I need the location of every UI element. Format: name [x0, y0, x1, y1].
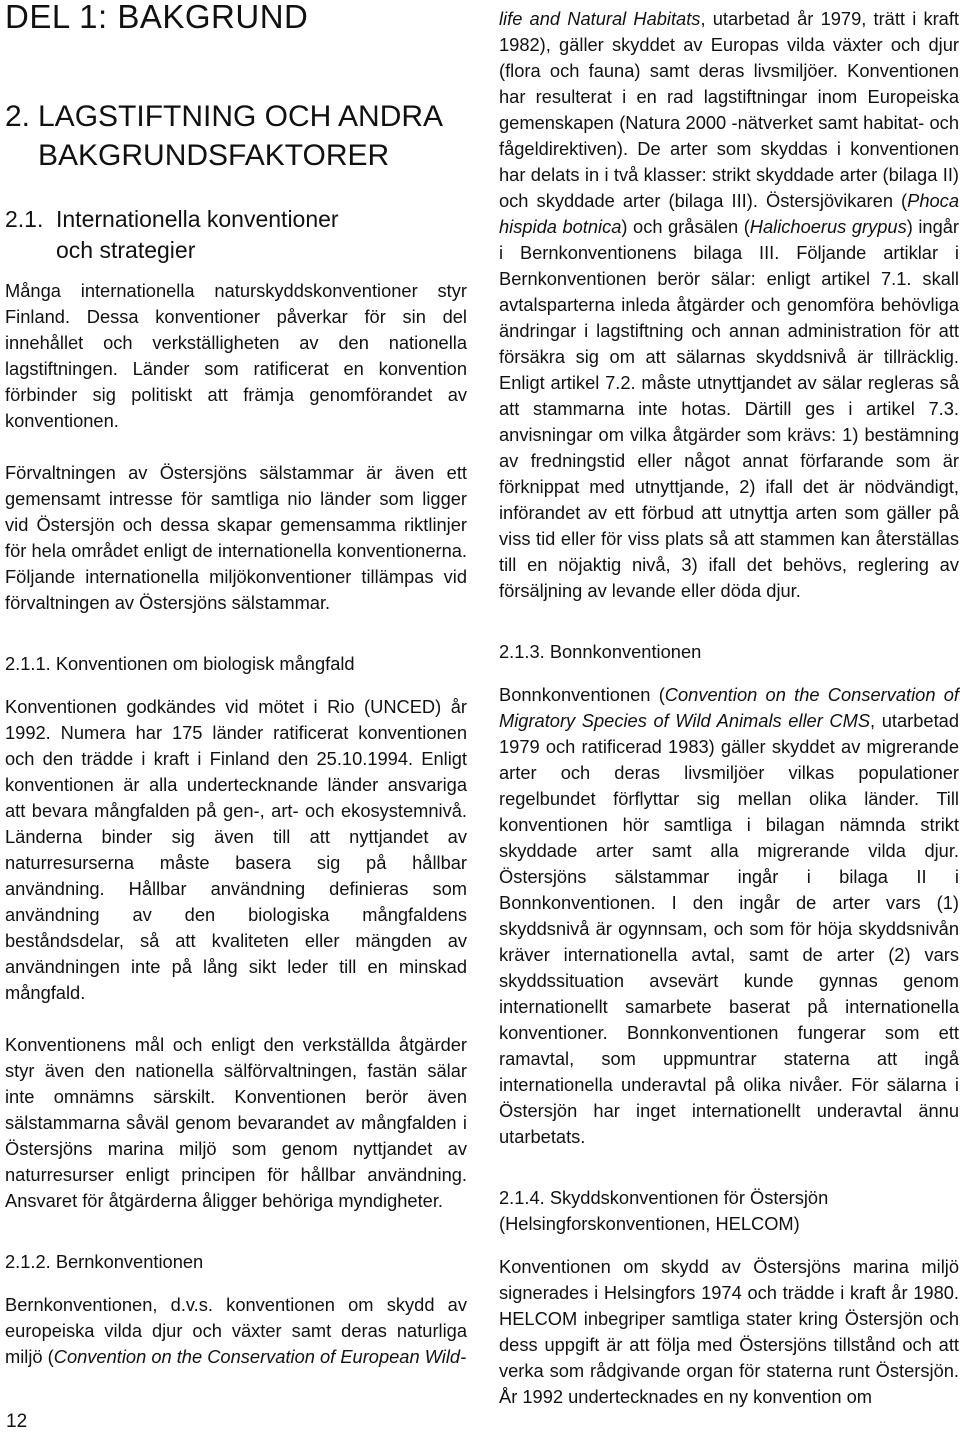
heading-2-1-2: 2.1.2. Bernkonventionen	[5, 1251, 204, 1272]
section-number: 2.1.	[5, 206, 44, 232]
bern-paragraph-start	[5, 1292, 467, 1370]
heading-2-1-3: 2.1.3. Bonnkonventionen	[499, 641, 702, 662]
grey-seal-latin-name: Halichoerus grypus	[749, 216, 907, 237]
chapter-heading	[5, 97, 467, 175]
chapter-number: 2.	[5, 100, 31, 133]
part-title: DEL 1: BAKGRUND	[5, 0, 309, 35]
ringed-seal-latin-name: Phoca hispida botnica	[499, 190, 959, 237]
intro-paragraph-1: Många internationella naturskyddskonventioner styr Finland. Dessa konventioner påverkar för sin del innehållet och verkställigheten av den nationella lagstiftningen. Länder som ratificerat en konvention förbinder sig politiskt att främja genomförandet av konventionen.	[5, 280, 467, 431]
bonn-text-end: , utarbetad 1979 och ratificerad 1983) gäller skyddet av migrerande arter och deras livsmiljöer vilkas populationer regelbundet förflyttar sig mellan olika länder. Till konventionen hör samtliga i bilagan nämnda strikt skyddade arter samt alla migrerande vilda djur. Östersjöns sälstammar ingår i bilaga II i Bonnkonventionen. I den ingår de arter vars (1) skyddsnivå är ogynnsam, och som för höja skyddsnivån kräver internationella avtal, samt de arter (2) vars skyddssituation avsevärt kunde gynnas genom internationellt samarbete baserat på internationella konventioner. Bonnkonventionen fungerar som ett ramavtal, som uppmuntrar staterna att ingå internationella underavtal på olika nivåer. För sälarna i Östersjön har inget internationellt underavtal ännu utarbetats.	[499, 710, 959, 1147]
section-title	[56, 204, 339, 266]
heading-2-1-4	[499, 1185, 959, 1237]
helcom-paragraph: Konventionen om skydd av Östersjöns marina miljö signerades i Helsingfors 1974 och trädde i kraft år 1980. HELCOM inbegriper samtliga stater kring Östersjön och dess uppgift är att följa med Östersjöns tillstånd och att verka som rådgivande organ för staterna runt Östersjön. År 1992 undertecknades en ny konvention om	[499, 1256, 959, 1407]
heading-2-1-4-line2: (Helsingforskonventionen, HELCOM)	[499, 1213, 800, 1234]
chapter-title	[38, 97, 443, 175]
bonn-paragraph	[499, 682, 959, 1150]
bern-text-end: ) ingår i Bernkonventionens bilaga III. Följande artiklar i Bernkonventionen berör sälar: enligt artikel 7.1. skall avtalsparterna inleda åtgärder och genomföra behövliga ändringar i lagstiftning och annan administration för att försäkra sig om att sälarnas skyddsnivå är tillräcklig. Enligt artikel 7.2. måste utnyttjandet av sälar regleras så att stammarna inte hotas. Därtill ges i artikel 7.3. anvisningar om vilka åtgärder som krävs: 1) bestämning av fredningstid eller något annat förfarande som är förknippat med utnyttjande, 2) ifall det är nödvändigt, införandet av ett förbud att utnyttja arten som gäller på viss tid eller för viss plats så att stammen kan återställas till en nöjaktig nivå, 3) ifall det behövs, reglering av försäljning av levande eller döda djur.	[499, 216, 960, 601]
heading-2-1-4-line1: 2.1.4. Skyddskonventionen för Östersjön	[499, 1187, 829, 1208]
page-number: 12	[6, 1411, 28, 1432]
section-title-line1: Internationella konventioner	[56, 206, 339, 232]
bern-text-start: Bernkonventionen, d.v.s. konventionen om skydd av europeiska vilda djur och växter samt deras naturliga miljö (	[5, 1294, 467, 1367]
section-heading	[5, 204, 467, 266]
biodiversity-paragraph-1: Konventionen godkändes vid mötet i Rio (UNCED) år 1992. Numera har 175 länder ratificerat konventionen och den trädde i kraft i Finland den 25.10.1994. Enligt konventionen är alla undertecknande länder ansvariga att bevara mångfalden på gen-, art- och ekosystemnivå. Länderna binder sig även till att nyttjandet av naturresurserna måste basera sig på hållbar användning. Hållbar användning definieras som användning av den biologiska mångfaldens beståndsdelar, så att kvaliteten eller mängden av användningen inte på lång sikt leder till en minskad mångfald.	[5, 696, 467, 1003]
chapter-title-line1: LAGSTIFTNING OCH ANDRA	[38, 100, 444, 133]
right-column	[499, 0, 959, 1410]
bonn-text-start: Bonnkonventionen (	[499, 684, 665, 705]
bern-convention-title-start: Convention on the Conservation of European Wild-	[53, 1346, 467, 1367]
bern-convention-title-end: life and Natural Habitats	[499, 8, 701, 29]
section-title-line2: och strategier	[56, 237, 196, 263]
chapter-title-line2: BAKGRUNDSFAKTORER	[38, 139, 390, 172]
bern-paragraph-continued	[499, 6, 959, 604]
left-column	[5, 0, 467, 1370]
bern-text-mid2: ) och gråsälen (	[621, 216, 750, 237]
biodiversity-paragraph-2: Konventionens mål och enligt den verkställda åtgärder styr även den nationella sälförvaltningen, fastän sälar inte omnämns särskilt. Konventionen berör även sälstammarna såväl genom bevarandet av mångfalden i Östersjöns marina miljö som genom nyttjandet av naturresurser enligt principen för hållbar användning. Ansvaret för åtgärderna åligger behöriga myndigheter.	[5, 1034, 467, 1211]
intro-paragraph-2: Förvaltningen av Östersjöns sälstammar är även ett gemensamt intresse för samtliga nio länder som ligger vid Östersjön och dessa skapar gemensamma riktlinjer för hela området enligt de internationella konventionerna. Följande internationella miljökonventioner tillämpas vid förvaltningen av Östersjöns sälstammar.	[5, 462, 467, 613]
bern-text-mid: , utarbetad år 1979, trätt i kraft 1982), gäller skyddet av Europas vilda växter och djur (flora och fauna) samt deras livsmiljöer. Konventionen har resulterat i en rad lagstiftningar inom Europeiska gemenskapen (Natura 2000 -nätverket samt habitat- och fågeldirektiven). De arter som skyddas i konventionen har delats in i två klasser: strikt skyddade arter (bilaga II) och skyddade arter (bilaga III). Östersjövikaren (	[499, 8, 959, 211]
bonn-convention-title: Convention on the Conservation of Migratory Species of Wild Animals eller CMS	[499, 684, 959, 731]
heading-2-1-1: 2.1.1. Konventionen om biologisk mångfald	[5, 653, 355, 674]
